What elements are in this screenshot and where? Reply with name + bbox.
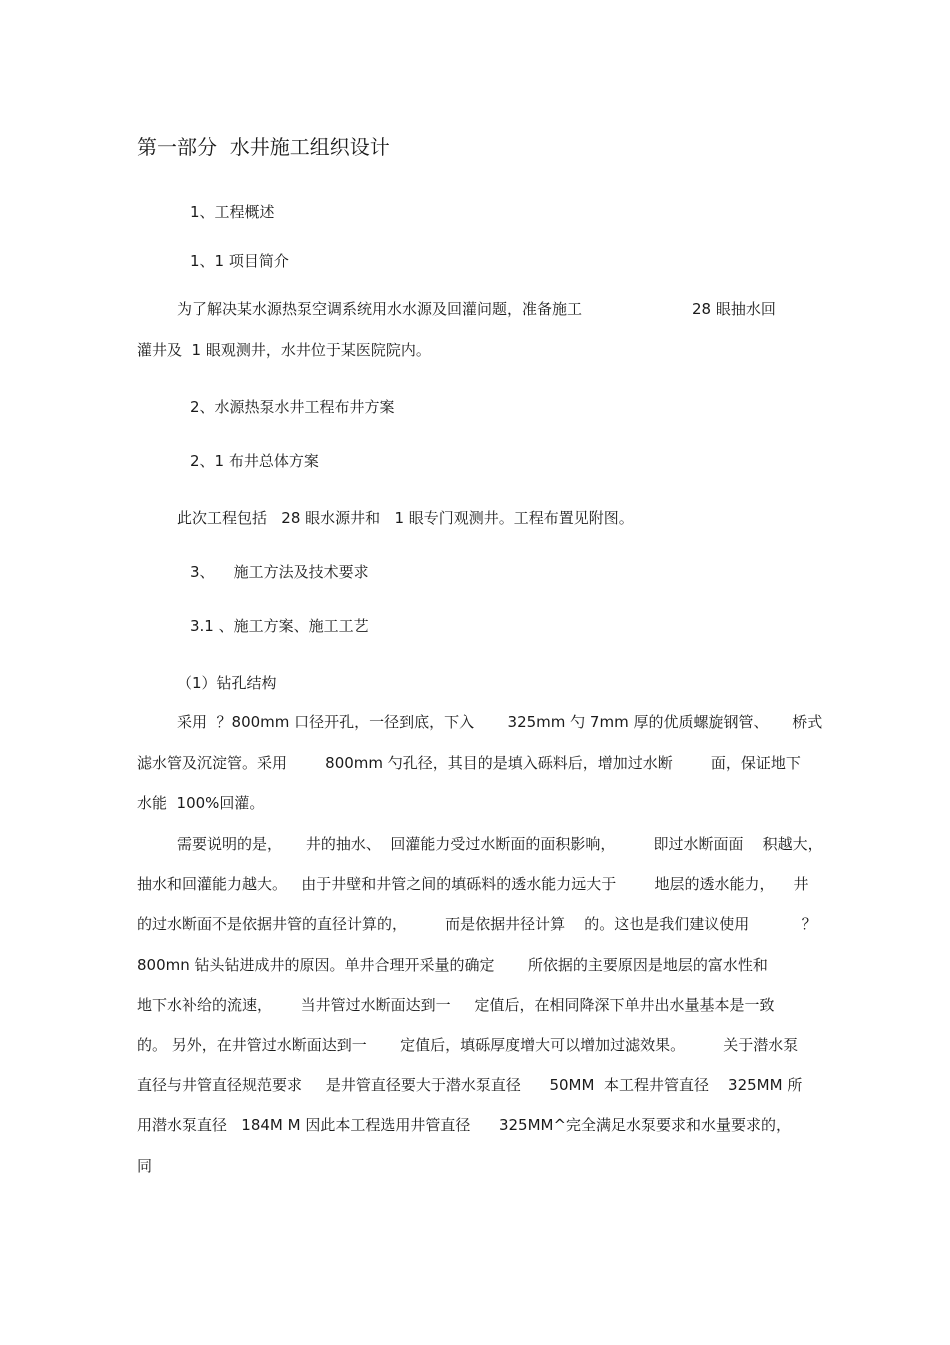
- paragraph-line: 用潜水泵直径 184M M 因此本工程选用井管直径 325MM^完全满足水泵要求和水量要求的，: [137, 1116, 792, 1134]
- paragraph-line: 此次工程包括 28 眼水源井和 1 眼专门观测井。工程布置见附图。: [177, 509, 634, 527]
- paragraph-line: 采用 ？800mm 口径开孔，一径到底，下入 325mm 勺 7mm 厚的优质螺旋钢管、 桥式: [177, 713, 823, 731]
- heading-2: 2、水源热泵水井工程布井方案: [190, 398, 395, 416]
- subheading-drilling-structure: （1）钻孔结构: [177, 674, 277, 692]
- heading-2-1: 2、1 布井总体方案: [190, 452, 319, 470]
- paragraph-line: 灌井及 1 眼观测井，水井位于某医院院内。: [137, 341, 431, 359]
- paragraph-line: 的过水断面不是依据井管的直径计算的， 而是依据井径计算 的。这也是我们建议使用 ？: [137, 915, 817, 933]
- paragraph-line: 800mn 钻头钻进成井的原因。单井合理开采量的确定 所依据的主要原因是地层的富水性和: [137, 956, 768, 974]
- paragraph-line: 直径与井管直径规范要求 是井管直径要大于潜水泵直径 50MM 本工程井管直径 325MM 所: [137, 1076, 803, 1094]
- paragraph-line: 的。 另外，在井管过水断面达到一 定值后，填砾厚度增大可以增加过滤效果。 关于潜水泵: [137, 1036, 799, 1054]
- page-title: 第一部分 水井施工组织设计: [137, 135, 390, 159]
- paragraph-line: 28 眼抽水回: [692, 300, 776, 318]
- paragraph-line: 抽水和回灌能力越大。 由于井壁和井管之间的填砾料的透水能力远大于 地层的透水能力， 井: [137, 875, 809, 893]
- heading-3: 3、 施工方法及技术要求: [190, 563, 369, 581]
- heading-1-1: 1、1 项目简介: [190, 252, 289, 270]
- paragraph-line: 水能 100%回灌。: [137, 794, 265, 812]
- heading-1: 1、工程概述: [190, 203, 275, 221]
- paragraph-line: 滤水管及沉淀管。采用 800mm 勺孔径，其目的是填入砾料后，增加过水断 面，保证地下: [137, 754, 801, 772]
- heading-3-1: 3.1 、施工方案、施工工艺: [190, 617, 369, 635]
- paragraph-line: 为了解决某水源热泵空调系统用水水源及回灌问题，准备施工: [177, 300, 583, 318]
- paragraph-line: 需要说明的是， 井的抽水、 回灌能力受过水断面的面积影响， 即过水断面面 积越大，: [177, 835, 823, 853]
- paragraph-line: 同: [137, 1157, 153, 1175]
- paragraph-line: 地下水补给的流速， 当井管过水断面达到一 定值后，在相同降深下单井出水量基本是一致: [137, 996, 775, 1014]
